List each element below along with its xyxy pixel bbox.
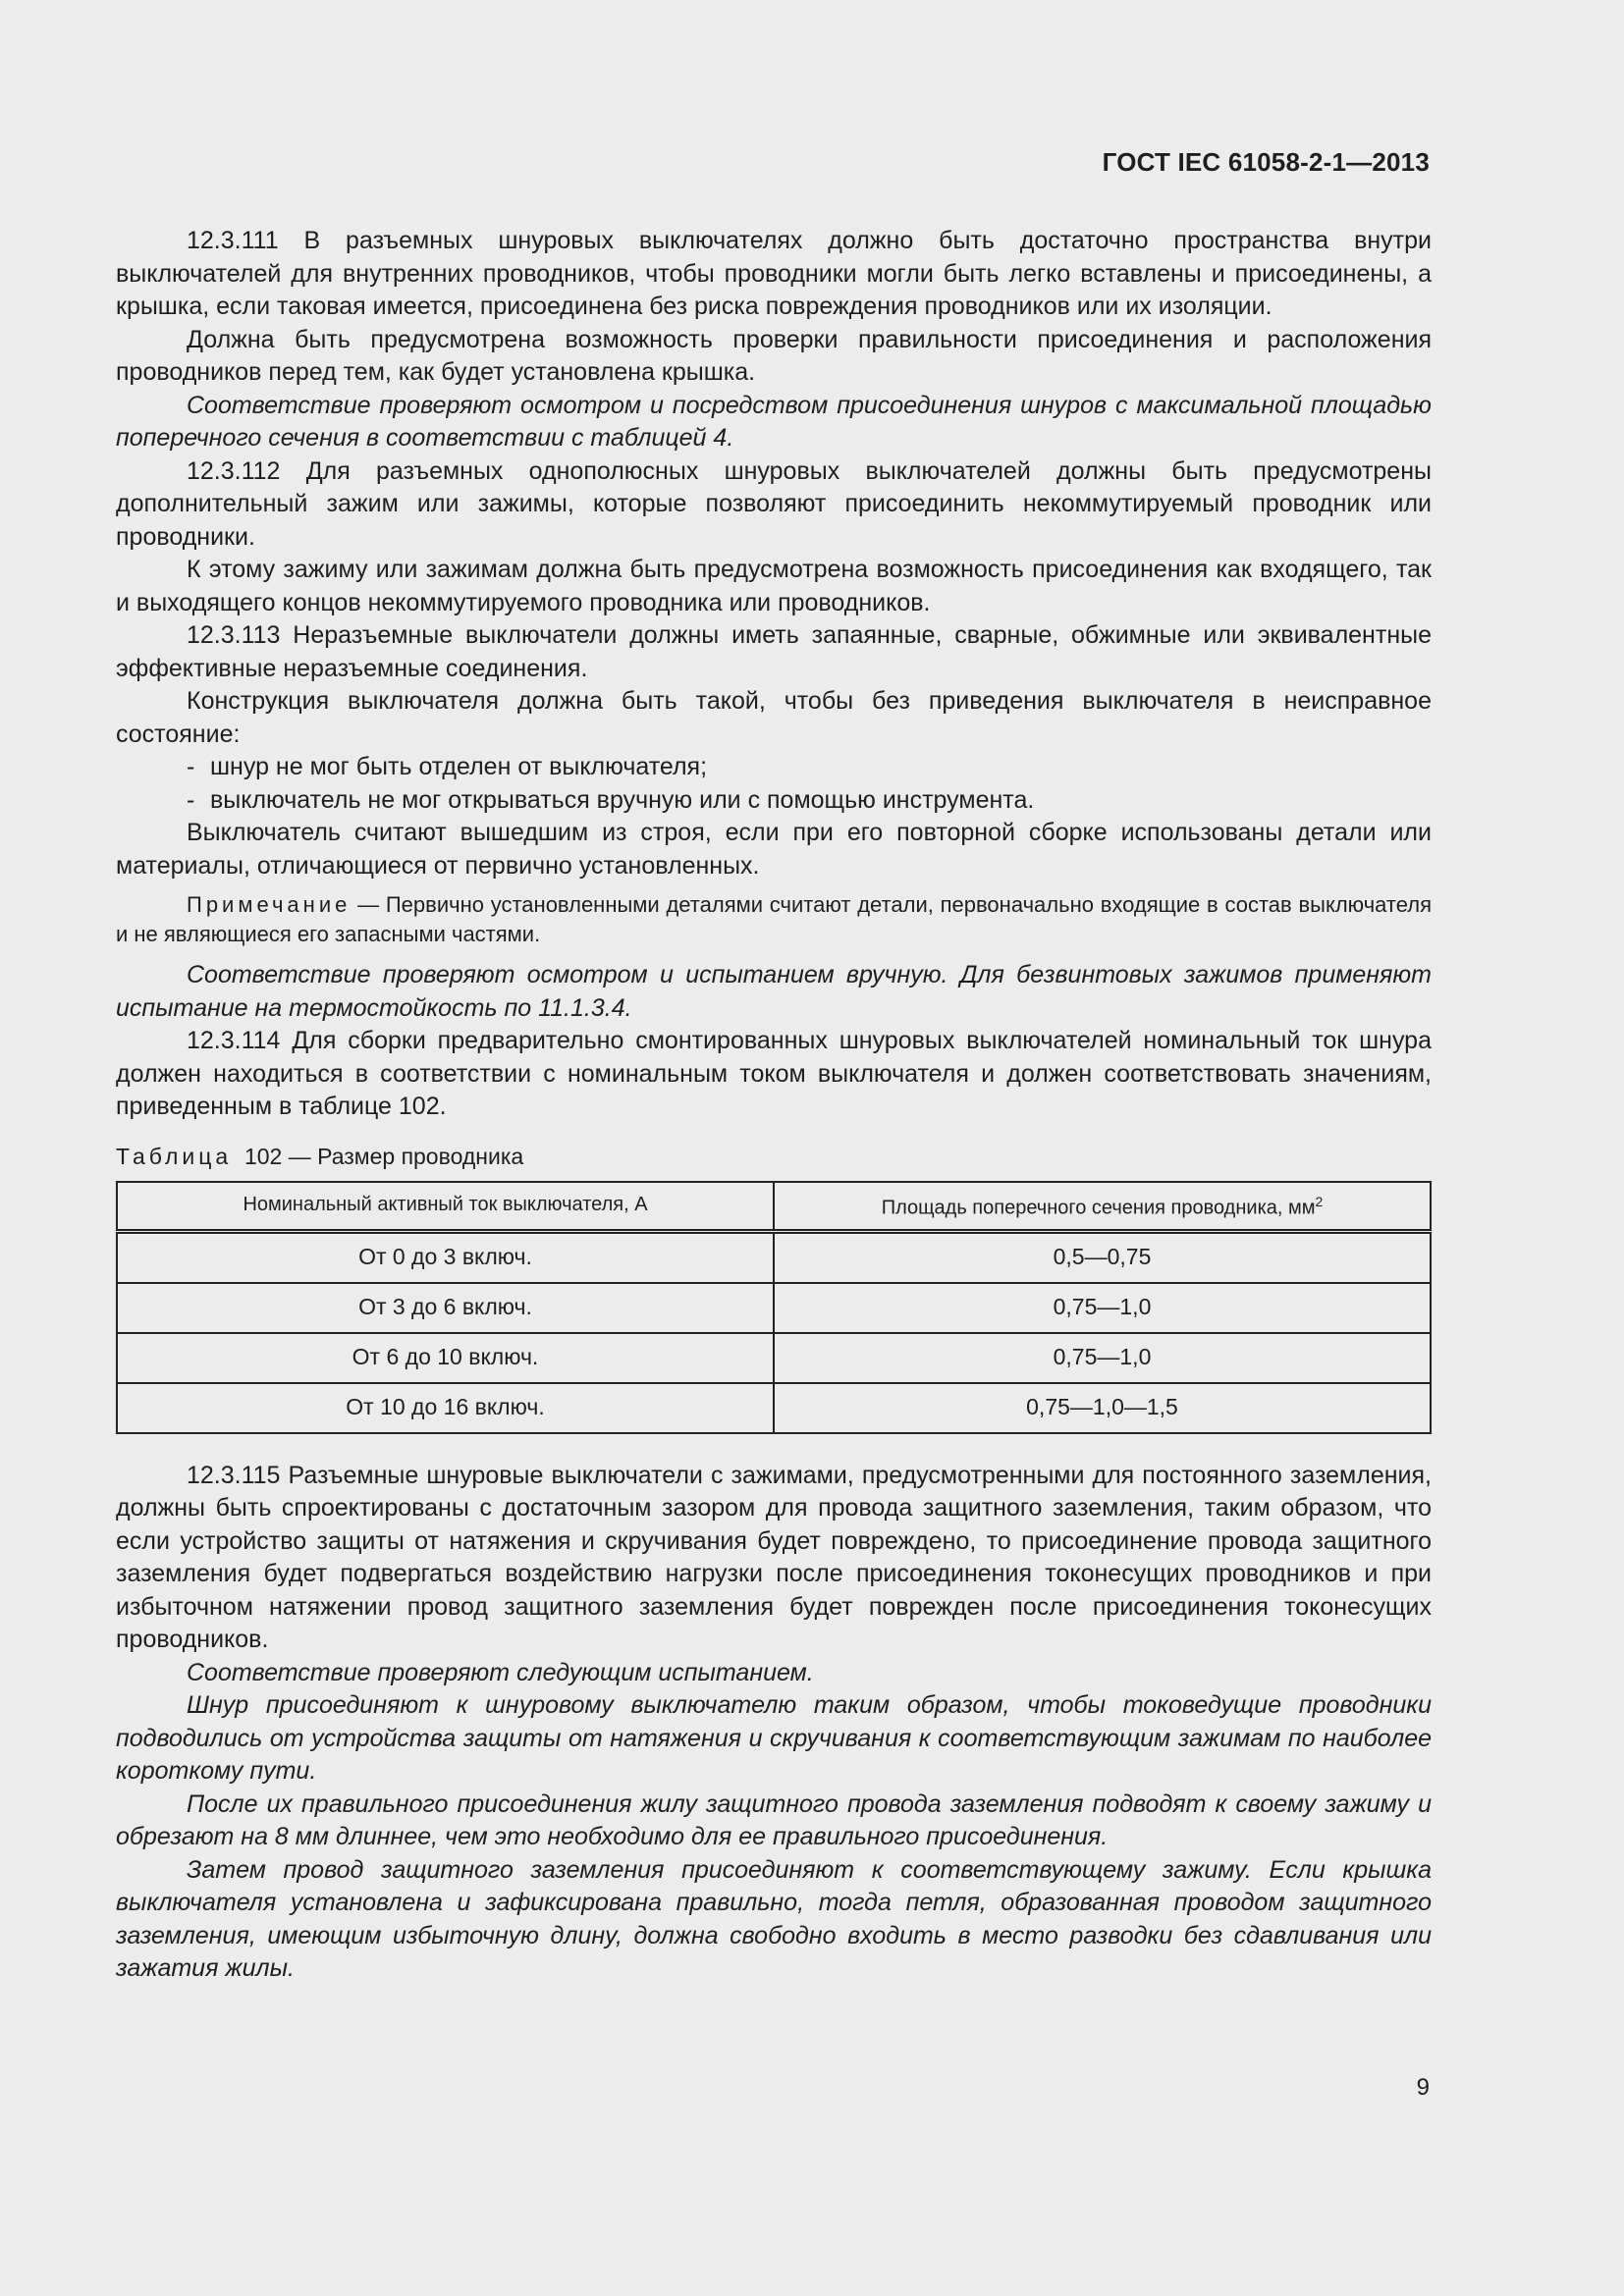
- paragraph-italic: Соответствие проверяют осмотром и посредством присоединения шнуров с максимальной площадью поперечного сечения в соответствии с таблицей 4.: [116, 391, 1432, 452]
- table-row: [117, 1231, 1431, 1283]
- table-row: [117, 1333, 1431, 1383]
- table-header-current: Номинальный активный ток выключателя, А: [117, 1182, 774, 1232]
- paragraph: 12.3.114 Для сборки предварительно смонтированных шнуровых выключателей номинальный ток шнура должен находиться в соответствии с номинальным током выключателя и должен соответствовать значениям, приведенным в таблице 102.: [116, 1027, 1432, 1120]
- paragraph: 12.3.115 Разъемные шнуровые выключатели с зажимами, предусмотренными для постоянного заземления, должны быть спроектированы с достаточным зазором для провода защитного заземления, таким образом, что если устройство защиты от натяжения и скручивания будет повреждено, то присоединение провода защитного заземления будет подвергаться воздействию нагрузки после присоединения токонесущих проводников и при избыточном натяжении провод защитного заземления будет поврежден после присоединения токонесущих проводников.: [116, 1461, 1432, 1653]
- table-row: [117, 1283, 1431, 1333]
- cell-area: 0,75—1,0: [774, 1283, 1431, 1333]
- paragraph-italic: Соответствие проверяют осмотром и испытанием вручную. Для безвинтовых зажимов применяют испытание на термостойкость по 11.1.3.4.: [116, 961, 1432, 1022]
- paragraph: Выключатель считают вышедшим из строя, если при его повторной сборке использованы детали или материалы, отличающиеся от первично установленных.: [116, 819, 1432, 880]
- table-header-area-text: Площадь поперечного сечения проводника, мм: [881, 1197, 1316, 1219]
- table-header-area-sup: 2: [1315, 1193, 1324, 1209]
- paragraph: Конструкция выключателя должна быть такой, чтобы без приведения выключателя в неисправное состояние:: [116, 687, 1432, 748]
- cell-area: 0,5—0,75: [774, 1231, 1431, 1283]
- paragraph: Должна быть предусмотрена возможность проверки правильности присоединения и расположения проводников перед тем, как будет установлена крышка.: [116, 325, 1432, 386]
- table-caption-text: 102 — Размер проводника: [244, 1143, 524, 1169]
- list-item: - шнур не мог быть отделен от выключателя;: [187, 753, 708, 780]
- document-body: [116, 225, 1432, 1986]
- paragraph: К этому зажиму или зажимам должна быть предусмотрена возможность присоединения как входящего, так и выходящего концов некоммутируемого проводника или проводников.: [116, 556, 1432, 616]
- paragraph-italic: После их правильного присоединения жилу защитного провода заземления подводят к своему зажиму и обрезают на 8 мм длиннее, чем это необходимо для ее правильного присоединения.: [116, 1789, 1432, 1850]
- note-text: — Первично установленными деталями считают детали, первоначально входящие в состав выключателя и не являющиеся его запасными частями.: [116, 892, 1432, 946]
- list-item-text: выключатель не мог открываться вручную или с помощью инструмента.: [210, 785, 1035, 814]
- cell-area: 0,75—1,0: [774, 1333, 1431, 1383]
- conductor-size-table: [116, 1181, 1432, 1434]
- table-header-area: [774, 1182, 1431, 1232]
- paragraph-italic: Затем провод защитного заземления присоединяют к соответствующему зажиму. Если крышка выключателя установлена и зафиксирована правильно, тогда петля, образованная проводом защитного заземления, имеющим избыточную длину, должна свободно входить в место разводки без сдавливания или зажатия жилы.: [116, 1855, 1432, 1982]
- cell-current: От 3 до 6 включ.: [117, 1283, 774, 1333]
- cell-current: От 10 до 16 включ.: [117, 1383, 774, 1433]
- page-number: 9: [1416, 2074, 1430, 2101]
- paragraph: 12.3.111 В разъемных шнуровых выключателях должно быть достаточно пространства внутри выключателей для внутренних проводников, чтобы проводники могли быть легко вставлены и присоединены, а крышка, если таковая имеется, присоединена без риска повреждения проводников или их изоляции.: [116, 227, 1432, 320]
- table-row: [117, 1383, 1431, 1433]
- list-item: - выключатель не мог открываться вручную или с помощью инструмента.: [187, 785, 1035, 814]
- list-item-text: шнур не мог быть отделен от выключателя;: [210, 753, 708, 780]
- paragraph: 12.3.112 Для разъемных однополюсных шнуровых выключателей должны быть предусмотрены дополнительный зажим или зажимы, которые позволяют присоединить некоммутируемый проводник или проводники.: [116, 456, 1432, 551]
- paragraph-italic: Шнур присоединяют к шнуровому выключателю таким образом, чтобы токоведущие проводники подводились от устройства защиты от натяжения и скручивания к соответствующим зажимам по наиболее короткому пути.: [116, 1691, 1432, 1785]
- note-label: Примечание: [187, 892, 352, 917]
- cell-area: 0,75—1,0—1,5: [774, 1383, 1431, 1433]
- cell-current: От 0 до 3 включ.: [117, 1231, 774, 1283]
- paragraph: 12.3.113 Неразъемные выключатели должны иметь запаянные, сварные, обжимные или эквивалентные эффективные неразъемные соединения.: [116, 621, 1432, 682]
- paragraph-italic: Соответствие проверяют следующим испытанием.: [187, 1658, 814, 1686]
- note: [116, 890, 1432, 949]
- document-header: ГОСТ IEC 61058-2-1—2013: [1102, 147, 1430, 177]
- table-caption-label: Таблица: [116, 1143, 233, 1169]
- table-caption: [116, 1142, 1432, 1171]
- cell-current: От 6 до 10 включ.: [117, 1333, 774, 1383]
